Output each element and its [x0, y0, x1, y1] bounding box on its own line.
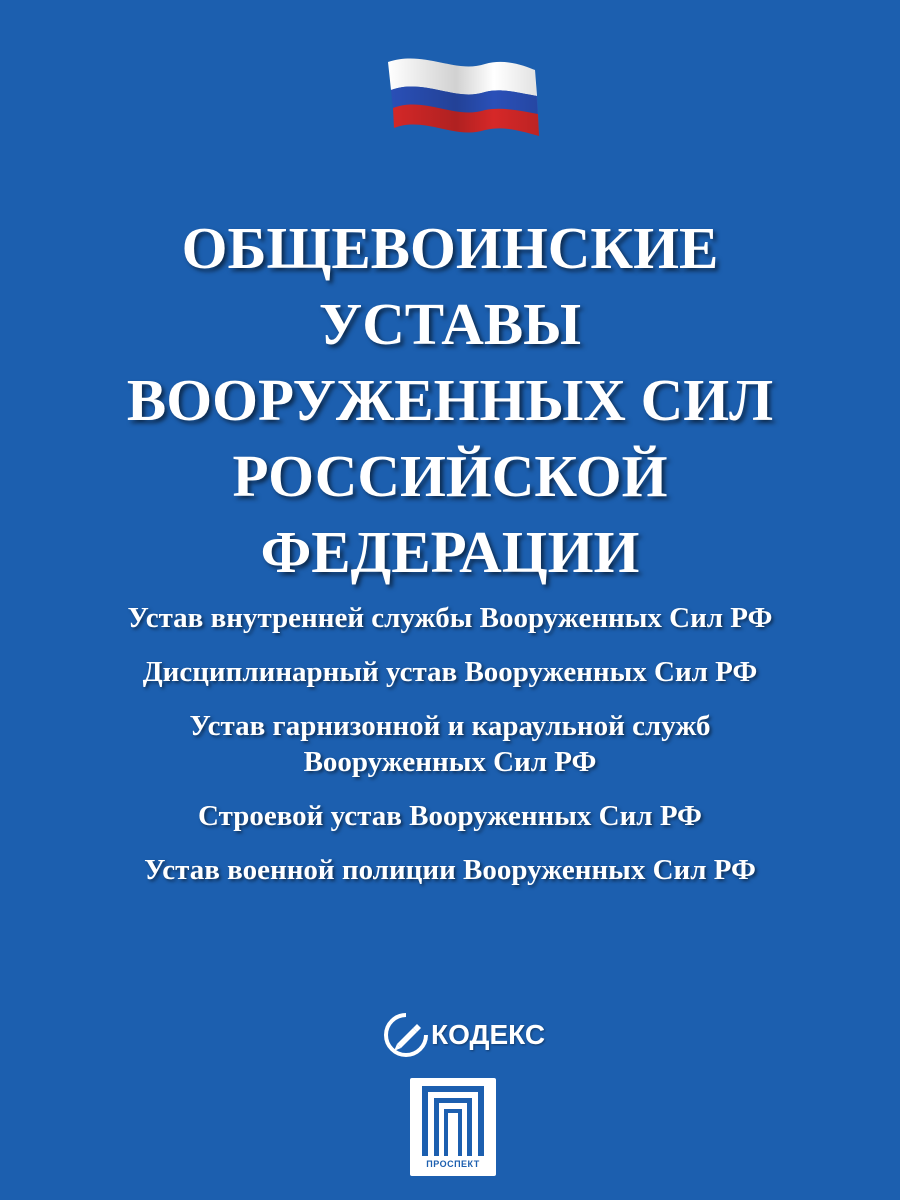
russian-flag-icon [385, 52, 540, 140]
contents-item [0, 708, 900, 780]
title-line: УСТАВЫ [318, 291, 582, 357]
contents-item [0, 852, 900, 888]
book-title [0, 210, 900, 590]
contents-item-text: Устав внутренней службы Вооруженных Сил РФ [127, 602, 773, 634]
contents-item-text: Дисциплинарный устав Вооруженных Сил РФ [142, 656, 758, 688]
title-line: РОССИЙСКОЙ [232, 443, 668, 509]
title-line: ОБЩЕВОИНСКИЕ [181, 215, 719, 281]
contents-item-text: Строевой устав Вооруженных Сил РФ [198, 800, 702, 832]
title-line: ФЕДЕРАЦИИ [260, 519, 640, 585]
contents-item-text: Вооруженных Сил РФ [303, 746, 597, 778]
kodeks-text: КОДЕКС [431, 1019, 546, 1050]
kodeks-series-logo [383, 1010, 545, 1060]
contents-list [0, 600, 900, 906]
title-line: ВООРУЖЕННЫХ СИЛ [126, 367, 774, 433]
contents-item-text: Устав военной полиции Вооруженных Сил РФ [144, 854, 756, 886]
contents-item [0, 798, 900, 834]
kodeks-pen-icon [383, 1012, 429, 1058]
contents-item [0, 654, 900, 690]
publisher-name: ПРОСПЕКТ [426, 1159, 480, 1169]
contents-item [0, 600, 900, 636]
contents-item-text: Устав гарнизонной и караульной служб [189, 710, 711, 742]
